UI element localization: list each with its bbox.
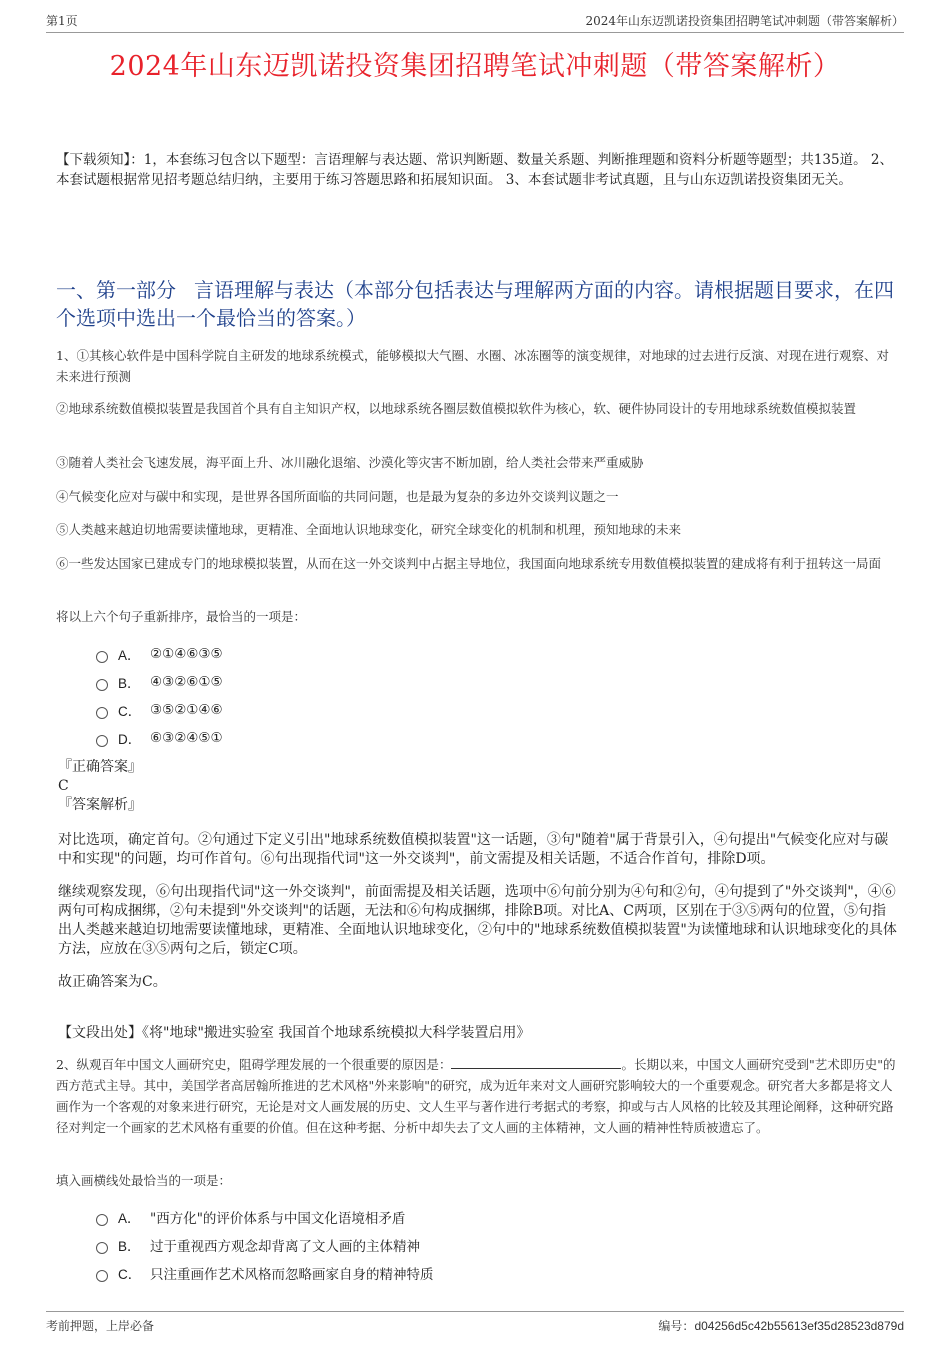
q1-option-d[interactable] bbox=[96, 724, 796, 752]
q1-sentence-4: ④气候变化应对与碳中和实现，是世界各国所面临的共同问题，也是最为复杂的多边外交谈判议题之一 bbox=[56, 489, 619, 504]
page-footer bbox=[46, 1311, 904, 1334]
section-heading bbox=[56, 276, 896, 332]
q1-sentence-3: ③随着人类社会飞速发展，海平面上升、冰川融化退缩、沙漠化等灾害不断加剧，给人类社会带来严重威胁 bbox=[56, 455, 644, 470]
answer-label: 『正确答案』 bbox=[58, 759, 142, 775]
option-text: ②①④⑥③⑤ bbox=[150, 646, 223, 662]
option-letter: A． bbox=[118, 1211, 141, 1226]
q1-sentence-1: 1、①其核心软件是中国科学院自主研发的地球系统模式，能够模拟大气圈、水圈、冰冻圈等的演变规律，对地球的过去进行反演、对现在进行观察、对未来进行预测 bbox=[56, 348, 889, 384]
q2-option-a[interactable] bbox=[96, 1203, 796, 1231]
q1-option-b[interactable] bbox=[96, 668, 796, 696]
footer-code-label: 编号： bbox=[658, 1319, 695, 1333]
analysis-conclusion: 故正确答案为C。 bbox=[58, 974, 167, 990]
option-text: 只注重画作艺术风格而忽略画家自身的精神特质 bbox=[150, 1267, 434, 1283]
q2-stem-rest: 。长期以来，中国文人画研究受到"艺术即历史"的西方范式主导。其中，美国学者高居翰所推进的艺术风格"外来影响"的研究，成为近年来对文人画研究影响较大的一个重要观念。研究者大多都是将文人画作为一个客观的对象来进行研究，无论是对文人画发展的历史、文人生平与著作进行考据式的考察，抑或与古人风格的比较及其理论阐释，这种研究路径对判定一个画家的艺术风格有重要的价值。但在这种考据、分析中却失去了文人画的主体精神，文人画的精神性特质被遗忘了。 bbox=[56, 1057, 896, 1135]
radio-icon[interactable] bbox=[96, 679, 108, 691]
footer-code: d04256d5c42b55613ef35d28523d879d bbox=[694, 1319, 904, 1333]
q2-option-b[interactable] bbox=[96, 1231, 796, 1259]
q2-stem bbox=[56, 1054, 896, 1138]
page-number: 第1页 bbox=[46, 14, 78, 28]
option-text: ⑥③②④⑤① bbox=[150, 730, 223, 746]
option-letter: C． bbox=[118, 1267, 142, 1282]
q1-sentence-6: ⑥一些发达国家已建成专门的地球模拟装置，从而在这一外交谈判中占据主导地位，我国面向地球系统专用数值模拟装置的建成将有利于扭转这一局面 bbox=[56, 556, 882, 571]
radio-icon[interactable] bbox=[96, 1242, 108, 1254]
option-text: ③⑤②①④⑥ bbox=[150, 702, 223, 718]
footer-code-wrap bbox=[658, 1317, 904, 1334]
analysis-paragraph-2: 继续观察发现，⑥句出现指代词"这一外交谈判"，前面需提及相关话题，选项中⑥句前分别为④句和②句，④句提到了"外交谈判"，④⑥两句可构成捆绑，②句未提到"外交谈判"的话题，无法和⑥句构成捆绑，排除B项。对比A、C两项，区别在于③⑤两句的位置，⑤句指出人类越来越迫切地需要读懂地球，更精准、全面地认识地球变化，②句中的"地球系统数值模拟装置"为读懂地球和认识地球变化的具体方法，应放在③⑤两句之后，锁定C项。 bbox=[58, 884, 897, 957]
footer-slogan: 考前押题，上岸必备 bbox=[46, 1319, 155, 1333]
q2-options bbox=[96, 1203, 796, 1287]
q1-sentence-2: ②地球系统数值模拟装置是我国首个具有自主知识产权，以地球系统各圈层数值模拟软件为核心，软、硬件协同设计的专用地球系统数值模拟装置 bbox=[56, 401, 857, 416]
option-letter: B． bbox=[118, 676, 141, 691]
q2-prompt: 填入画横线处最恰当的一项是： bbox=[56, 1173, 232, 1188]
q1-sentence-5: ⑤人类越来越迫切地需要读懂地球，更精准、全面地认识地球变化，研究全球变化的机制和机理，预知地球的未来 bbox=[56, 522, 682, 537]
download-notice: 【下载须知】：1，本套练习包含以下题型：言语理解与表达题、常识判断题、数量关系题、判断推理题和资料分析题等题型；共135道。 2、本套试题根据常见招考题总结归纳，主要用于练习答题思路和拓展知识面。 3、本套试题非考试真题，且与山东迈凯诺投资集团无关。 bbox=[56, 152, 893, 188]
analysis-label: 『答案解析』 bbox=[58, 797, 142, 813]
q2-stem-start: 2、纵观百年中国文人画研究史，阻碍学理发展的一个很重要的原因是： bbox=[56, 1057, 452, 1072]
radio-icon[interactable] bbox=[96, 735, 108, 747]
correct-answer: C bbox=[58, 778, 69, 794]
analysis-body bbox=[58, 831, 898, 1006]
section-number: 一、第一部分 bbox=[56, 278, 176, 302]
page-header bbox=[46, 12, 904, 33]
header-doc-title: 2024年山东迈凯诺投资集团招聘笔试冲刺题（带答案解析） bbox=[585, 14, 904, 28]
radio-icon[interactable] bbox=[96, 707, 108, 719]
document-title: 2024年山东迈凯诺投资集团招聘笔试冲刺题（带答案解析） bbox=[109, 51, 841, 82]
option-text: ④③②⑥①⑤ bbox=[150, 674, 223, 690]
section-description: 言语理解与表达（本部分包括表达与理解两方面的内容。请根据题目要求，在四个选项中选出一个最恰当的答案。） bbox=[56, 278, 894, 330]
option-letter: B． bbox=[118, 1239, 141, 1254]
radio-icon[interactable] bbox=[96, 1214, 108, 1226]
q1-options bbox=[96, 640, 796, 752]
q1-option-c[interactable] bbox=[96, 696, 796, 724]
q2-option-c[interactable] bbox=[96, 1259, 796, 1287]
option-text: 过于重视西方观念却背离了文人画的主体精神 bbox=[150, 1239, 420, 1255]
radio-icon[interactable] bbox=[96, 651, 108, 663]
option-text: "西方化"的评价体系与中国文化语境相矛盾 bbox=[150, 1211, 406, 1227]
option-letter: D． bbox=[118, 732, 142, 747]
analysis-paragraph-1: 对比选项，确定首句。②句通过下定义引出"地球系统数值模拟装置"这一话题，③句"随着"属于背景引入，④句提出"气候变化应对与碳中和实现"的问题，均可作首句。⑥句出现指代词"这一外交谈判"，前文需提及相关话题，不适合作首句，排除D项。 bbox=[58, 832, 889, 867]
option-letter: C． bbox=[118, 704, 142, 719]
q1-option-a[interactable] bbox=[96, 640, 796, 668]
fill-blank bbox=[451, 1056, 621, 1069]
radio-icon[interactable] bbox=[96, 1270, 108, 1282]
option-letter: A． bbox=[118, 648, 141, 663]
q1-prompt: 将以上六个句子重新排序，最恰当的一项是： bbox=[56, 609, 307, 624]
passage-source: 【文段出处】《将"地球"搬进实验室 我国首个地球系统模拟大科学装置启用》 bbox=[58, 1025, 531, 1041]
